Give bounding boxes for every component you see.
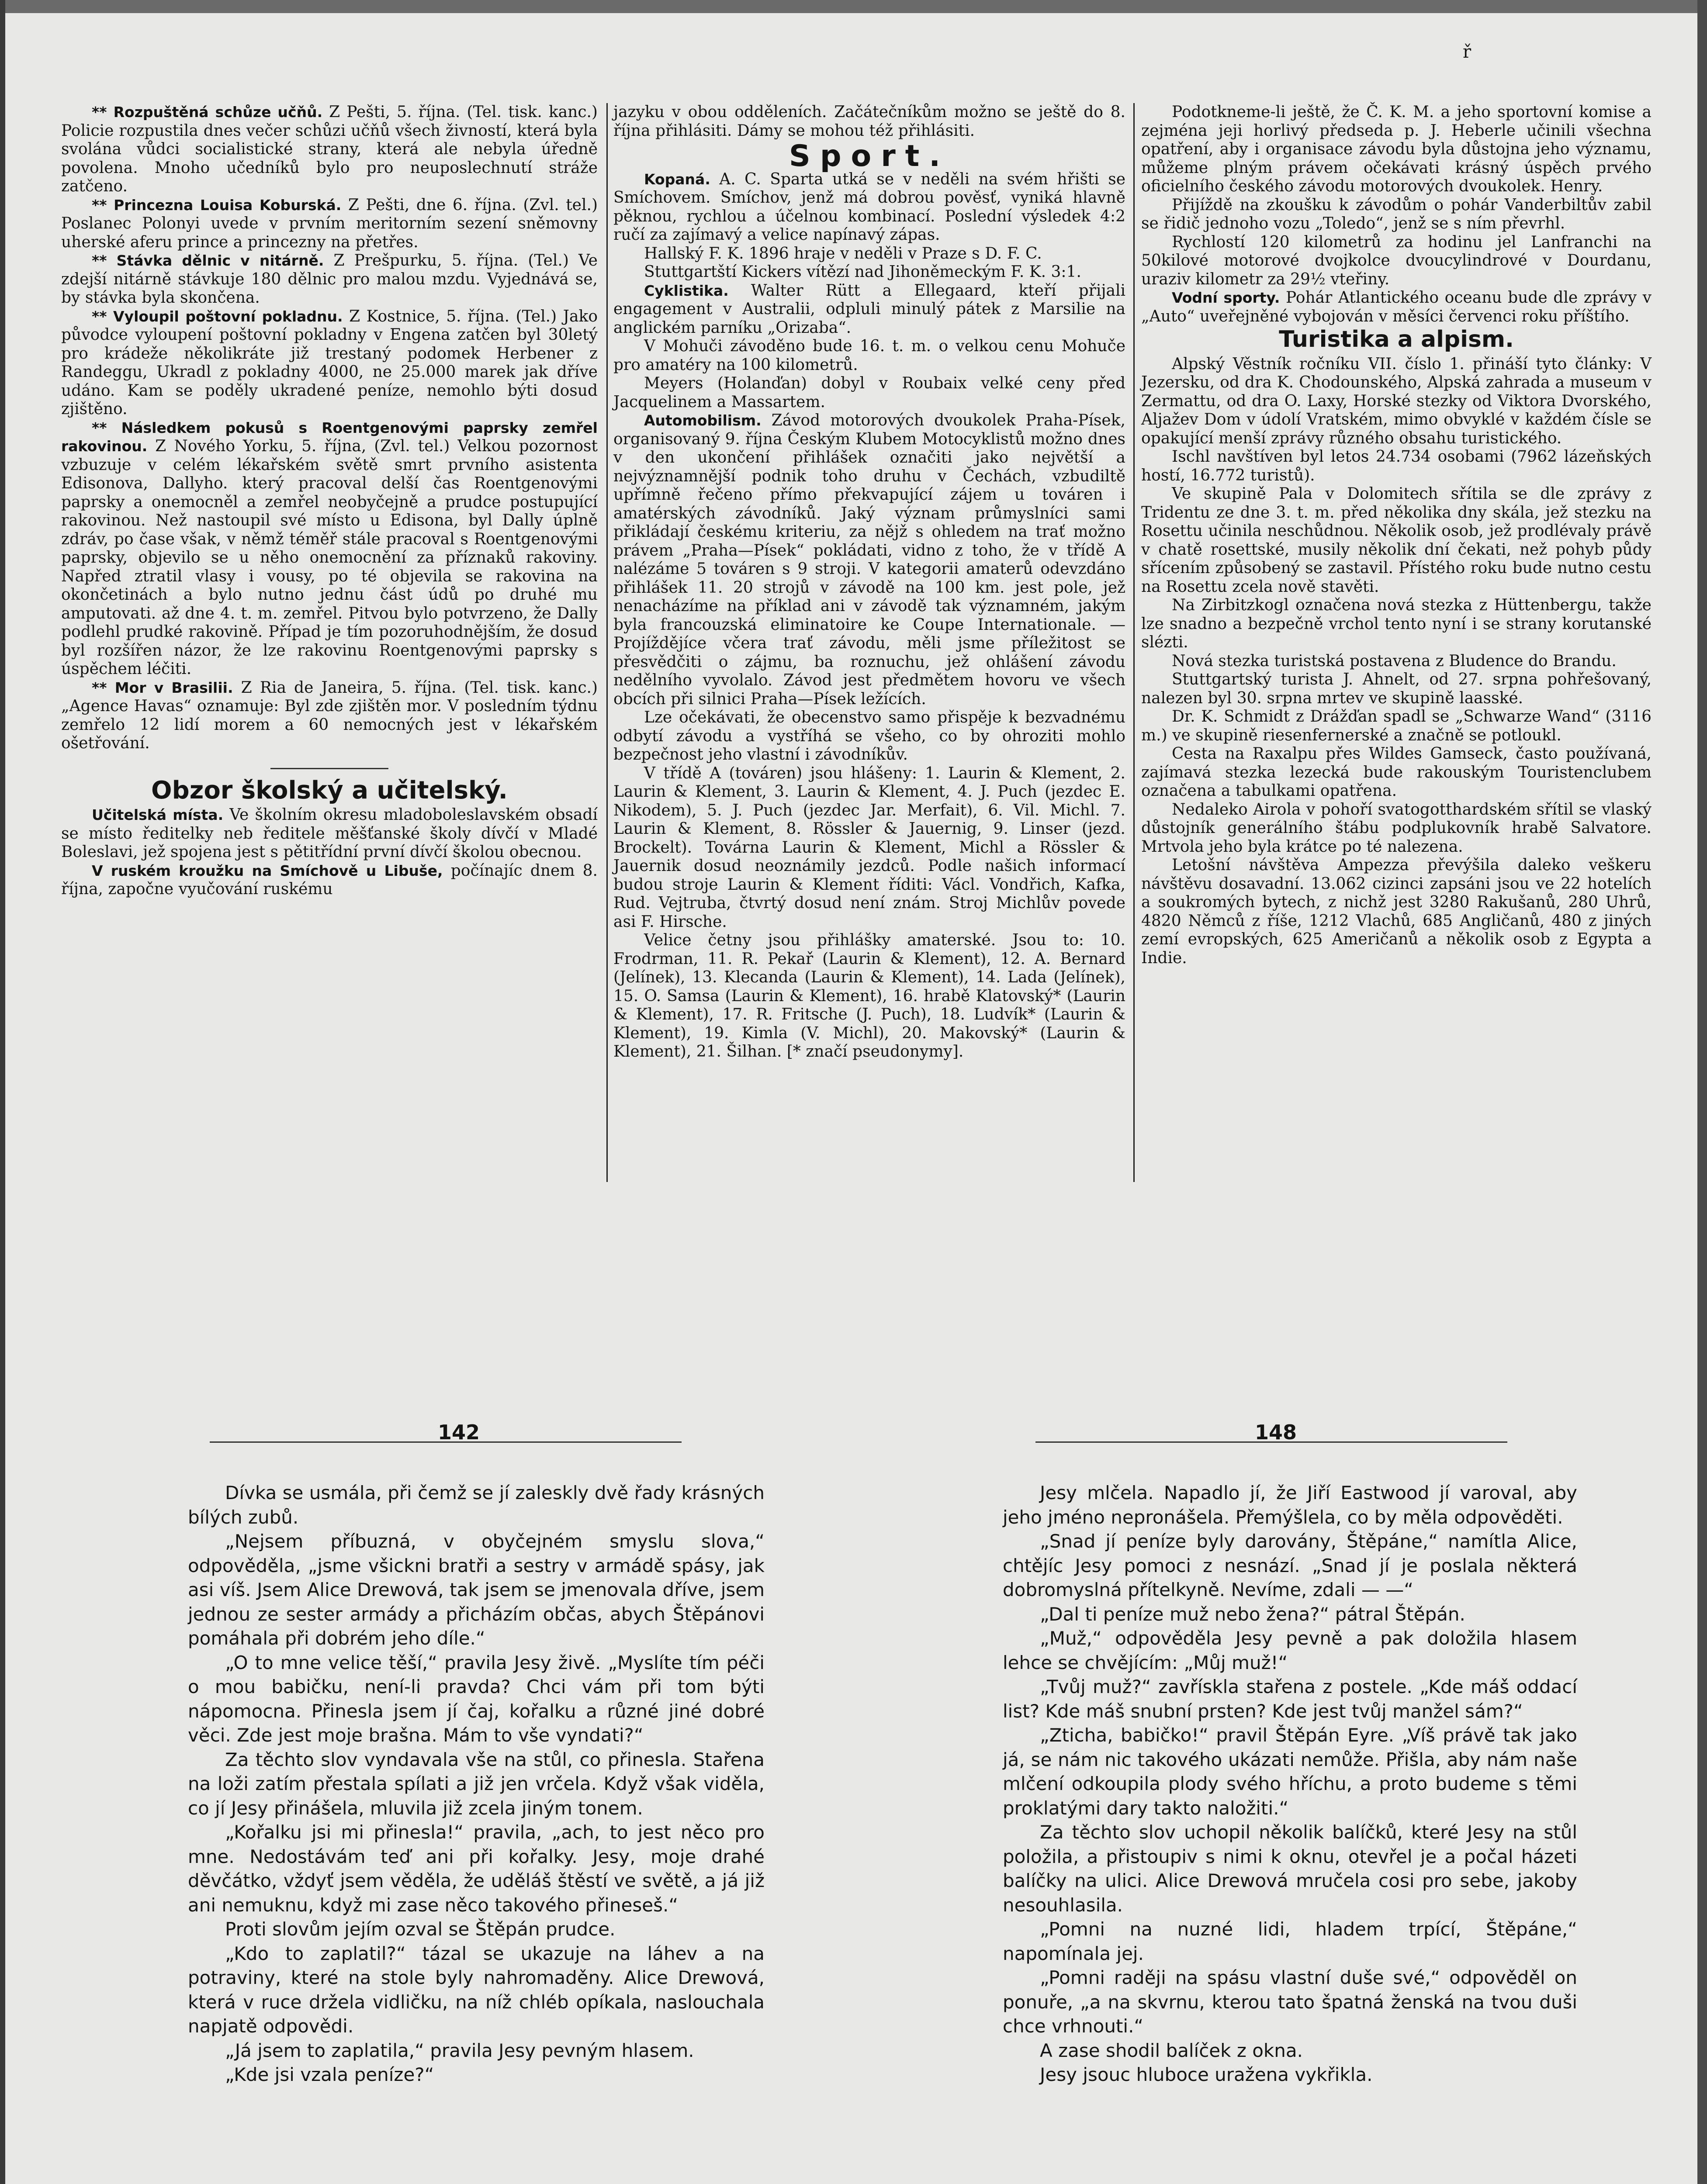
news-item-text: Z Kostnice, 5. října. (Tel.) Jako původce vyloupení poštovní pokladny v Engena zatčen byl 30letý pro krádeže několikráte již trestaný podomek Herbener z Randeggu, Ukradl z pokladny 4000, ne 25.000 marek jak dříve udáno. Kam se poděly ukradené peníze, nemohlo býti dosud zjištěno.: [61, 307, 598, 418]
news-item: [1141, 103, 1652, 196]
news-item-text: Nová stezka turistská postavena z Bludence do Brandu.: [1172, 652, 1617, 670]
news-item-text: A. C. Sparta utká se v neděli na svém hřišti se Smíchovem. Smíchov, jenž má dobrou pověsť, vyniká hlavně pěknou, rychlou a účelnou kombinací. Poslední výsledek 4:2 ručí za zajímavý a velice napínavý zápas.: [613, 170, 1125, 244]
news-item: [1141, 289, 1652, 326]
news-item-heading: ** Rozpuštěná schůze učňů.: [92, 104, 323, 121]
col2-intro: jazyku v obou odděleních. Začátečníkům možno se ještě do 8. října přihlásiti. Dámy se mohou též přihlásiti.: [613, 103, 1125, 140]
news-item-text: Stuttgartští Kickers vítězí nad Jihoněmeckým F. K. 3:1.: [644, 263, 1081, 281]
news-item: [61, 196, 598, 252]
section-title-obzor: Obzor školský a učitelský.: [151, 776, 508, 805]
news-item: [1141, 801, 1652, 857]
novel-paragraph: „Snad jí peníze byly darovány, Štěpáne,“ namítla Alice, chtějíc Jesy pomoci z nesnází. „Snad jí je poslala některá dobromyslná přítelkyně. Nevíme, zdali — —“: [1003, 1531, 1577, 1600]
news-item-text: V Mohuči závoděno bude 16. t. m. o velkou cenu Mohuče pro amatéry na 100 kilometrů.: [613, 337, 1125, 374]
novel-paragraph: „O to mne velice těší,“ pravila Jesy živě. „Myslíte tím péči o mou babičku, není-li pravda? Chci vám při tom býti nápomocna. Přinesla jsem jí čaj, kořalku a různé jiné dobré věci. Zde jest moje brašna. Mám to vše vyndati?“: [188, 1652, 765, 1746]
news-item: [613, 245, 1125, 263]
news-item: [1141, 708, 1652, 745]
news-item: [613, 931, 1125, 1061]
news-item-heading: Kopaná.: [644, 170, 710, 188]
news-item-heading: V ruském kroužku na Smíchově u Libuše,: [92, 862, 443, 879]
scan-top-edge: [0, 0, 1707, 13]
section-divider: [270, 768, 388, 769]
news-item-text: Z Prešpurku, 5. října. (Tel.) Ve zdejší nitárně stávkuje 180 dělnic pro malou mzdu. Vyjednává se, by stávka byla skončena.: [61, 252, 598, 307]
news-item: [613, 337, 1125, 374]
news-item-text: Velice četny jsou přihlášky amaterské. Jsou to: 10. Frodrman, 11. R. Pekař (Laurin & Klement), 12. A. Bernard (Jelínek), 13. Klecanda (Laurin & Klement), 14. Lada (Jelínek), 15. O. Samsa (Laurin & Klement), 16. hrabě Klatovský* (Laurin & Klement), 17. R. Fritsche (J. Puch), 18. Ludvík* (Laurin & Klement), 19. Kimla (V. Michl), 20. Makovský* (Laurin & Klement), 21. Šilhan. [* značí pseudonymy].: [613, 931, 1125, 1061]
news-item-text: Z Ria de Janeira, 5. října. (Tel. tisk. kanc.) „Agence Havas“ oznamuje: Byl zde zjištěn mor. V posledním týdnu zemřelo 12 lidí morem a 60 nemocných jest v lékařském ošetřování.: [61, 678, 598, 752]
news-item-text: Rychlostí 120 kilometrů za hodinu jel Lanfranchi na 50kilové motorové dvojkolce dvoucylindrové v Dourdanu, uraziv kilometr za 29½ vteřiny.: [1141, 233, 1652, 288]
news-item-text: Pohár Atlantického oceanu bude dle zprávy v „Auto“ uveřejněné vybojován v měsíci červenci roku příštího.: [1141, 289, 1652, 325]
news-item-text: V třídě A (továren) jsou hlášeny: 1. Laurin & Klement, 2. Laurin & Klement, 3. Laurin & Klement, 4. J. Puch (jezdec E. Nikodem), 5. J. Puch (jezdec Jar. Merfait), 6. Vil. Michl. 7. Laurin & Klement, 8. Rössler & Jauernig, 9. Linser (jezd. Brockelt). Továrna Laurin & Klement, Michl a Rössler & Jauernik dosud neoznámily jezdců. Podle našich informací budou stroje Laurin & Klement říditi: Václ. Vondřich, Kafka, Rud. Vejtruba, čtvrtý dosud není znám. Stroj Michlův povede asi F. Hirsche.: [613, 764, 1125, 931]
news-item: [61, 679, 598, 753]
novel-page-right: [1003, 1481, 1577, 2087]
page-mark: ř: [1463, 42, 1472, 62]
news-column-left: [61, 103, 598, 899]
column-rule: [1133, 103, 1135, 1182]
news-item-heading: Vodní sporty.: [1172, 289, 1280, 306]
news-item-text: Nedaleko Airola v pohoří svatogotthardském sřítil se vlaský důstojník generálního štábu podplukovník hrabě Salvatore. Mrtvola jeho byla krátce po té nalezena.: [1141, 800, 1652, 856]
novel-paragraph: Jesy jsouc hluboce uražena vykřikla.: [1040, 2064, 1373, 2085]
news-item-text: Alpský Věstník ročníku VII. číslo 1. přináší tyto články: V Jezersku, od dra K. Chodounského, Alpská zahrada a museum v Zermattu, od dra O. Laxy, Horské stezky od Viktora Dvorského, Aljažev Dom v údolí Vratském, mimo obvyklé v každém čísle se opakující menší zprávy různého obsahu turistického.: [1141, 355, 1652, 447]
novel-paragraph: „Tvůj muž?“ zavřískla stařena z postele. „Kde máš oddací list? Kde máš snubní prsten? Kde jest tvůj manžel sám?“: [1003, 1676, 1577, 1722]
news-item: [613, 764, 1125, 932]
news-item-text: Přijíždě na zkoušku k závodům o pohár Vanderbiltův zabil se řidič jednoho vozu „Toledo“, jenž se s ním převrhl.: [1141, 196, 1652, 232]
news-item-text: Závod motorových dvoukolek Praha-Písek, organisovaný 9. října Českým Klubem Motocyklistů možno dnes v den ukončení přihlášek označiti jako největší a nejvýznamnější podnik toho druhu v Čechách, vzbudiltě upřímně řečeno přímo překvapující zájem u továren i amatérských závodníků. Jaký význam průmyslníci sami přikládají českému kriteriu, za nějž s ohledem na trať možno právem „Praha—Písek“ pokládati, vidno z toho, že v třídě A nalézáme 5 továren s 9 stroji. V kategorii amaterů odevzdáno přihlášek 11. 20 strojů v závodě na 100 km. jest pole, jež nenacházíme na příklad ani v závodě tak významném, jakým byla francouzská eliminatoire ke Coupe Internationale. — Projíždějíce včera trať závodu, měli jsme příležitost se přesvědčiti o zájmu, ba roznuchu, jež ohlášení závodu nedělního vyvolalo. Závod jest předmětem hovoru ve všech obcích při silnici Praha—Písek ležících.: [613, 411, 1125, 708]
news-item: [1141, 745, 1652, 801]
news-item-heading: Cyklistika.: [644, 282, 729, 299]
novel-paragraph: „Zticha, babičko!“ pravil Štěpán Eyre. „Víš právě tak jako já, se nám nic takového ukázati nemůže. Přišla, aby nám naše mlčení odkoupila plody svého hříchu, a proto budeme s těmi proklatými dary takto naložiti.“: [1003, 1724, 1577, 1819]
news-item: [613, 282, 1125, 338]
news-item: [61, 862, 598, 899]
news-item-heading: ** Mor v Brasilii.: [92, 679, 233, 696]
novel-paragraph: „Kdo to zaplatil?“ tázal se ukazuje na láhev a na potraviny, které na stole byly nahromaděny. Alice Drewová, která v ruce držela vidličku, na níž chléb opíkala, naslouchala napjatě odpovědi.: [188, 1942, 765, 2037]
news-item-text: Walter Rütt a Ellegaard, kteří přijali engagement v Australii, odpluli minulý pátek z Marsilie na anglickém parníku „Orizaba“.: [613, 281, 1125, 337]
novel-paragraph: „Muž,“ odpověděla Jesy pevně a pak doložila hlasem lehce se chvějícím: „Můj muž!“: [1003, 1628, 1577, 1673]
news-item: [61, 103, 598, 196]
news-column-middle: [613, 103, 1125, 1061]
news-item: [1141, 596, 1652, 652]
novel-paragraph: Proti slovům jejím ozval se Štěpán prudce.: [225, 1918, 616, 1940]
news-item-text: Ve skupině Pala v Dolomitech sřítila se dle zprávy z Tridentu ze dne 3. t. m. před několika dny skála, jež stezku na Rosettu učinila neschůdnou. Několik osob, jež prodlévaly právě v chatě rosettské, musily několik dní čekati, než pohyb půdy sřícením způsobený se zastavil. Přístého roku bude nutno cestu na Rosettu zcela nově stavěti.: [1141, 485, 1652, 596]
news-item-heading: ** Následkem pokusů s Roentgenovými paprsky zemřel rakovinou.: [61, 419, 598, 455]
novel-paragraph: Dívka se usmála, při čemž se jí zaleskly dvě řady krásných bílých zubů.: [188, 1482, 765, 1528]
news-item: [613, 170, 1125, 245]
scan-left-edge: [0, 0, 5, 2184]
news-item-text: Podotkneme-li ještě, že Č. K. M. a jeho sportovní komise a zejména jeji horlivý předseda p. J. Heberle učinili všechna opatření, aby i organisace závodu byla důstojna jeho významu, můžeme plným právem očekávati krásný úspěch prvého oficielního českého závodu motorových dvoukolek. Henry.: [1141, 103, 1652, 195]
news-item: [1141, 652, 1652, 671]
news-item-text: Ischl navštíven byl letos 24.734 osobami (7962 lázeňských hostí, 16.772 turistů).: [1141, 448, 1652, 484]
novel-paragraph: Za těchto slov vyndavala vše na stůl, co přinesla. Stařena na loži zatím přestala spílati a již jen vrčela. Když však viděla, co jí Jesy přinášela, mluvila již zcela jiným tonem.: [188, 1749, 765, 1819]
section-title-turistika: Turistika a alpism.: [1279, 326, 1514, 352]
news-item-text: Na Zirbitzkogl označena nová stezka z Hüttenbergu, takže lze snadno a bezpečně vrchol tento nyní i se strany korutanské slézti.: [1141, 596, 1652, 651]
news-item-text: Letošní návštěva Ampezza převýšila daleko veškeru návštěvu dosavadní. 13.062 cizinci zapsáni jsou ve 22 hotelích a soukromých bytech, z nichž jest 3280 Rakušanů, 280 Uhrů, 4820 Němců z říše, 1212 Vlachů, 685 Angličanů, 480 z jiných zemí evropských, 625 Američanů a několik osob z Egypta a Indie.: [1141, 856, 1652, 967]
page-number-left: 142: [437, 1420, 480, 1444]
novel-paragraph: „Kořalku jsi mi přinesla!“ pravila, „ach, to jest něco pro mne. Nedostávám teď ani při kořalky. Jesy, moje drahé děvčátko, vždyť jsem věděla, že uděláš štěstí ve světě, a já již ani nemuknu, když mi zase něco takového přineseš.“: [188, 1821, 765, 1916]
news-item: [613, 411, 1125, 708]
section-title-sport: Sport.: [789, 139, 950, 173]
news-item: [613, 708, 1125, 764]
news-item: [61, 419, 598, 679]
news-item-heading: Automobilism.: [644, 412, 762, 429]
news-item: [61, 806, 598, 862]
news-item-heading: ** Stávka dělnic v nitárně.: [92, 252, 324, 269]
news-item-heading: Učitelská místa.: [92, 806, 224, 823]
novel-paragraph: Za těchto slov uchopil několik balíčků, které Jesy na stůl položila, a přistoupiv s nimi k oknu, otevřel je a počal házeti balíčky na ulici. Alice Drewová mručela cosi pro sebe, jakoby nesouhlasila.: [1003, 1821, 1577, 1916]
news-item-text: Z Pešti, dne 6. října. (Zvl. tel.) Poslanec Polonyi uvede v prvním meritorním sezení sněmovny uherské aferu prince a princezny na přetřes.: [61, 196, 598, 251]
news-item: [61, 252, 598, 308]
news-column-right: [1141, 103, 1652, 968]
column-rule: [606, 103, 608, 1182]
news-item: [1141, 233, 1652, 289]
news-item-heading: ** Princezna Louisa Koburská.: [92, 196, 342, 214]
news-item: [1141, 448, 1652, 485]
news-item: [1141, 670, 1652, 708]
novel-paragraph: „Pomni raději na spásu vlastní duše své,“ odpověděl on ponuře, „a na skvrnu, kterou tato špatná ženská na tvou duši chce vrhnouti.“: [1003, 1967, 1577, 2037]
news-item-heading: ** Vyloupil poštovní pokladnu.: [92, 308, 343, 325]
news-item-text: počínajíc dnem 8. října, započne vyučování ruskému: [61, 861, 598, 898]
novel-paragraph: A zase shodil balíček z okna.: [1040, 2039, 1303, 2061]
news-item-text: Hallský F. K. 1896 hraje v neděli v Praze s D. F. C.: [644, 244, 1042, 263]
news-item-text: Lze očekávati, že obecenstvo samo přispěje k bezvadnému odbytí závodu a vystříhá se všeho, co by ohroziti mohlo bezpečnost jeho vlastní i závodníkův.: [613, 708, 1125, 764]
news-item: [1141, 856, 1652, 968]
novel-paragraph: „Pomni na nuzné lidi, hladem trpící, Štěpáne,“ napomínala jej.: [1003, 1918, 1577, 1964]
news-item: [1141, 355, 1652, 448]
page-number-right: 148: [1254, 1420, 1297, 1444]
news-item-text: Z Pešti, 5. října. (Tel. tisk. kanc.) Policie rozpustila dnes večer schůzi učňů všech živností, která byla svolána vůdci socialistické strany, která ale nebyla úředně povolena. Mnoho učedníků bylo pro neuposlechnutí stráže zatčeno.: [61, 103, 598, 195]
news-item-text: Cesta na Raxalpu přes Wildes Gamseck, často používaná, zajímavá stezka lezecká bude rakouským Touristenclubem označena a tabulkami opatřena.: [1141, 745, 1652, 800]
news-item: [1141, 485, 1652, 596]
novel-paragraph: „Nejsem příbuzná, v obyčejném smyslu slova,“ odpověděla, „jsme všickni bratři a sestry v armádě spásy, jak asi víš. Jsem Alice Drewová, tak jsem se jmenovala dříve, jsem jednou ze sester armády a přicházím občas, abych Štěpánovi pomáhala při dobrém jeho díle.“: [188, 1531, 765, 1649]
news-item: [1141, 196, 1652, 233]
news-item: [61, 308, 598, 419]
news-item-text: Dr. K. Schmidt z Drážďan spadl se „Schwarze Wand“ (3116 m.) ve skupině riesenfernerské a značně se potloukl.: [1141, 708, 1652, 744]
novel-paragraph: „Dal ti peníze muž nebo žena?“ pátral Štěpán.: [1040, 1603, 1465, 1625]
news-item-text: Stuttgartský turista J. Ahnelt, od 27. srpna pohřešovaný, nalezen byl 30. srpna mrtev ve skupině laasské.: [1141, 670, 1652, 707]
novel-paragraph: Jesy mlčela. Napadlo jí, že Jiří Eastwood jí varoval, aby jeho jméno nepronášela. Přemýšlela, co by měla odpověděti.: [1003, 1482, 1577, 1528]
novel-page-left: [188, 1481, 765, 2087]
news-item-text: Z Nového Yorku, 5. října, (Zvl. tel.) Velkou pozornost vzbuzuje v celém lékařském světě smrt prvního asistenta Edisonova, Dallyho. který pracoval delší čas Roentgenovými paprsky a onemocněl a zemřel neobyčejně a prudce postupující rakovinou. Než nastoupil své místo u Edisona, byl Dally úplně zdráv, po čase však, v němž téměř stále pracoval s Roentgenovými paprsky, objevilo se u něho onemocnění za příznaků rakoviny. Napřed ztratil vlasy i vousy, po té objevila se rakovina na okončetinách a bylo nutno jednu část údů po druhé mu amputovati. až dne 4. t. m. zemřel. Pitvou bylo potvrzeno, že Dally podlehl prudké rakovině. Případ je tím pozoruhodnějším, že dosud byl rozšířen názor, že lze rakovinu Roentgenovými paprsky s úspěchem léčiti.: [61, 437, 598, 678]
novel-paragraph: „Já jsem to zaplatila,“ pravila Jesy pevným hlasem.: [225, 2039, 694, 2061]
news-item: [613, 374, 1125, 411]
scan-right-edge: [1697, 0, 1707, 2184]
novel-paragraph: „Kde jsi vzala peníze?“: [225, 2064, 434, 2085]
news-item-text: Meyers (Holanďan) dobyl v Roubaix velké ceny před Jacquelinem a Massartem.: [613, 374, 1125, 411]
news-item-text: Ve školním okresu mladoboleslavském obsadí se místo ředitelky neb ředitele měšťanské školy dívčí v Mladé Boleslavi, jež spojena jest s pětitřídní první dívčí školou obecnou.: [61, 806, 598, 861]
news-item: [613, 263, 1125, 282]
